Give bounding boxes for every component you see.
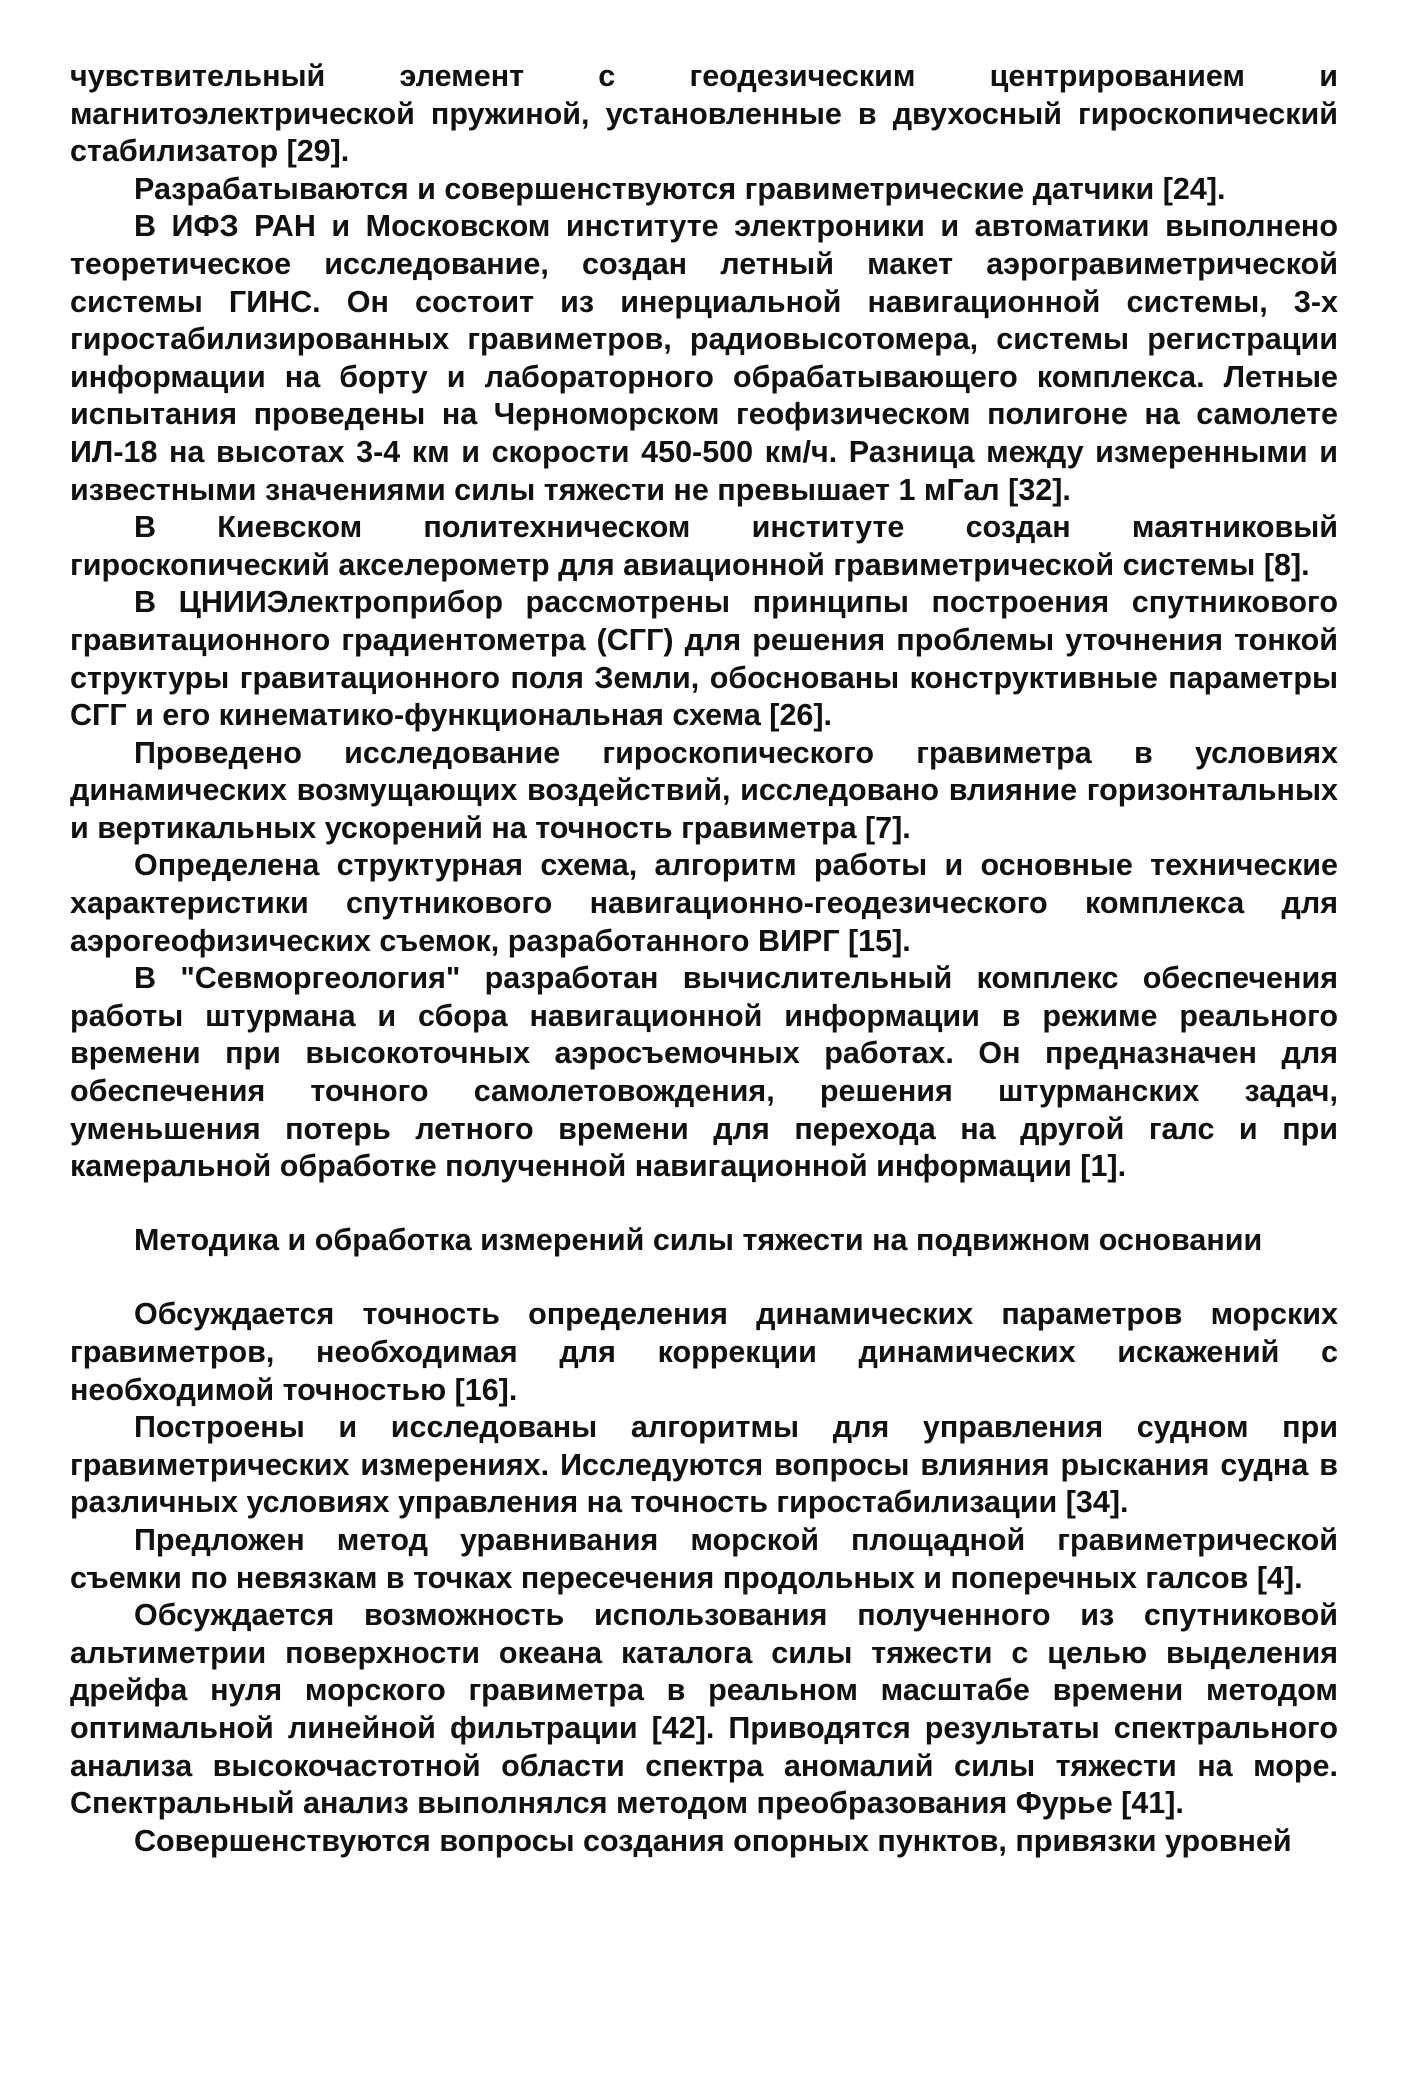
text-body — [70, 58, 1338, 1860]
paragraph: Предложен метод уравнивания морской площадной гравиметрической съемки по невязкам в точках пересечения продольных и поперечных галсов [4]. — [70, 1522, 1338, 1595]
paragraph: Обсуждается возможность использования полученного из спутниковой альтиметрии поверхности океана каталога силы тяжести с целью выделения дрейфа нуля морского гравиметра в реальном масштабе времени методом оптимальной линейной фильтрации [42]. Приводятся результаты спектрального анализа высокочастотной области спектра аномалий силы тяжести на море. Спектральный анализ выполнялся методом преобразования Фурье [41]. — [70, 1598, 1338, 1821]
paragraph: В "Севморгеология" разработан вычислительный комплекс обеспечения работы штурмана и сбора навигационной информации в режиме реального времени при высокоточных аэросъемочных работах. Он предназначен для обеспечения точного самолетовождения, решения штурманских задач, уменьшения потерь летного времени для перехода на другой галс и при камеральной обработке полученной навигационной информации [1]. — [70, 961, 1338, 1184]
paragraph: Разрабатываются и совершенствуются гравиметрические датчики [24]. — [134, 171, 1226, 206]
paragraph: Проведено исследование гироскопического гравиметра в условиях динамических возмущающих воздействий, исследовано влияние горизонтальных и вертикальных ускорений на точность гравиметра [7]. — [70, 735, 1338, 845]
paragraph: Определена структурная схема, алгоритм работы и основные технические характеристики спутникового навигационно-геодезического комплекса для аэрогеофизических съемок, разработанного ВИРГ [15]. — [70, 848, 1338, 958]
paragraph: Совершенствуются вопросы создания опорных пунктов, привязки уровней — [134, 1823, 1292, 1858]
paragraph: В ИФЗ РАН и Московском институте электроники и автоматики выполнено теоретическое исследование, создан летный макет аэрогравиметрической системы ГИНС. Он состоит из инерциальной навигационной системы, 3-х гиростабилизированных гравиметров, радиовысотомера, системы регистрации информации на борту и лабораторного обрабатывающего комплекса. Летные испытания проведены на Черноморском геофизическом полигоне на самолете ИЛ-18 на высотах 3-4 км и скорости 450-500 км/ч. Разница между измеренными и известными значениями силы тяжести не превышает 1 мГал [32]. — [70, 209, 1338, 507]
paragraph: чувствительный элемент с геодезическим центрированием и магнитоэлектрической пружиной, установленные в двухосный гироскопический стабилизатор [29]. — [70, 59, 1338, 169]
paragraph: В Киевском политехническом институте создан маятниковый гироскопический акселерометр для авиационной гравиметрической системы [8]. — [70, 510, 1338, 582]
paragraph: В ЦНИИЭлектроприбор рассмотрены принципы построения спутникового гравитационного градиентометра (СГГ) для решения проблемы уточнения тонкой структуры гравитационного поля Земли, обоснованы конструктивные параметры СГГ и его кинематико-функциональная схема [26]. — [70, 585, 1338, 733]
paragraph: Построены и исследованы алгоритмы для управления судном при гравиметрических измерениях. Исследуются вопросы влияния рыскания судна в различных условиях управления на точность гиростабилизации [34]. — [70, 1410, 1338, 1520]
section-heading: Методика и обработка измерений силы тяжести на подвижном основании — [134, 1222, 1263, 1257]
paragraph: Обсуждается точность определения динамических параметров морских гравиметров, необходимая для коррекции динамических искажений с необходимой точностью [16]. — [70, 1297, 1338, 1407]
